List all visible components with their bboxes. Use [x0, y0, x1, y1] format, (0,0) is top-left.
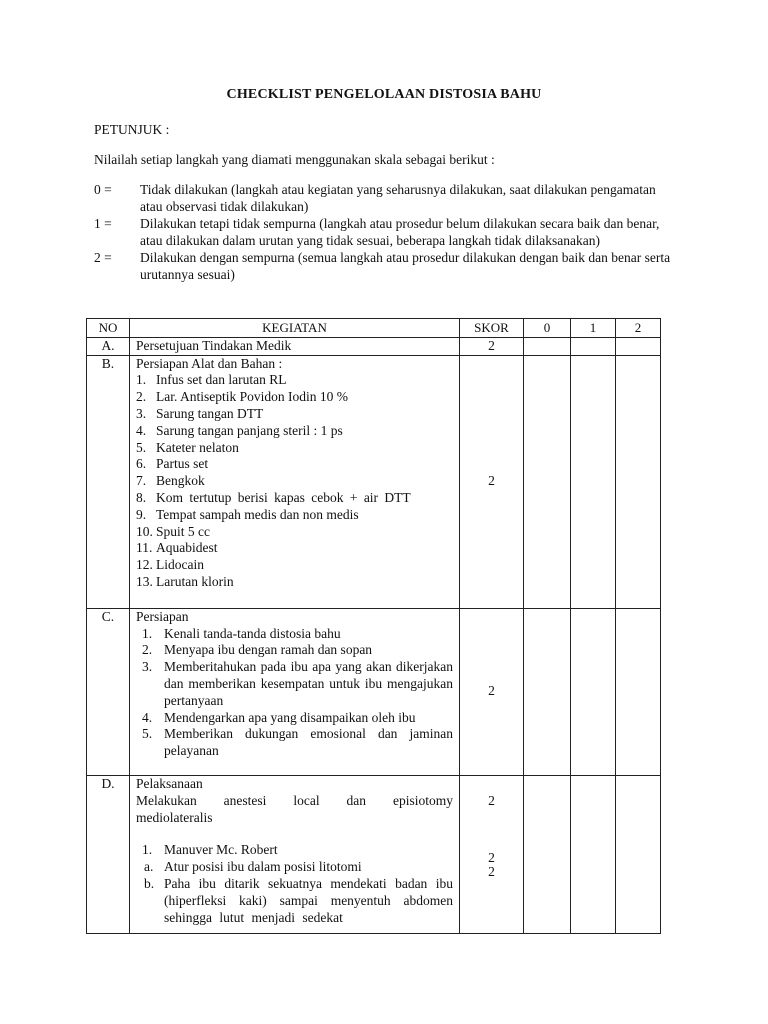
- scale-legend: [94, 182, 674, 284]
- item-number: 5.: [142, 726, 153, 742]
- item-number: 1.: [142, 625, 153, 641]
- table-row: [87, 608, 661, 775]
- scale-key: 2 =: [94, 250, 112, 265]
- item-number: 9.: [136, 506, 147, 522]
- score-cell-1[interactable]: [571, 337, 616, 355]
- list-item: [136, 524, 453, 541]
- item-number: 11.: [136, 540, 153, 556]
- list-item: [136, 659, 453, 709]
- list-item: [136, 456, 453, 473]
- list-item: [136, 540, 453, 557]
- scale-row: [94, 216, 674, 249]
- manuver-text: Manuver Mc. Robert: [164, 842, 278, 858]
- score-cell-0[interactable]: [524, 355, 571, 608]
- row-number: C.: [87, 608, 130, 775]
- item-number: 7.: [136, 473, 147, 489]
- item-number: 4.: [136, 422, 147, 438]
- row-kegiatan: [130, 775, 460, 933]
- score-cell-0[interactable]: [524, 608, 571, 775]
- list-item: [136, 710, 453, 727]
- item-text: Partus set: [156, 456, 209, 472]
- item-text: Memberitahukan pada ibu apa yang akan dikerjakan dan memberikan kesempatan untuk ibu mengajukan pertanyaan: [164, 659, 453, 708]
- row-number: D.: [87, 775, 130, 933]
- manuver-item: [136, 842, 453, 859]
- table-header-row: [87, 319, 661, 338]
- list-item: [136, 372, 453, 389]
- row-title: Persiapan: [136, 608, 189, 624]
- score-cell-0[interactable]: [524, 337, 571, 355]
- item-text: Kateter nelaton: [156, 439, 239, 455]
- skor-anestesi: 2: [488, 792, 495, 808]
- item-text: Kenali tanda-tanda distosia bahu: [164, 625, 341, 641]
- row-title: Persiapan Alat dan Bahan :: [136, 355, 283, 371]
- score-cell-2[interactable]: [616, 775, 661, 933]
- item-number: 2.: [142, 642, 153, 658]
- item-number: 6.: [136, 456, 147, 472]
- item-number: 10.: [136, 523, 153, 539]
- row-kegiatan: [130, 608, 460, 775]
- header-score-0: 0: [524, 319, 571, 338]
- header-no: NO: [87, 319, 130, 338]
- score-cell-2[interactable]: [616, 337, 661, 355]
- item-number: 5.: [136, 439, 147, 455]
- table-row: [87, 337, 661, 355]
- scale-row: [94, 182, 674, 215]
- list-item: [136, 389, 453, 406]
- item-number: 2.: [136, 389, 147, 405]
- item-text: Sarung tangan panjang steril : 1 ps: [156, 422, 343, 438]
- sub-text: Paha ibu ditarik sekuatnya mendekati badan ibu (hiperfleksi kaki) sampai menyentuh abdomen sehingga lutut menjadi sedekat: [164, 875, 453, 925]
- scale-description: Dilakukan dengan sempurna (semua langkah atau prosedur dilakukan dengan baik dan benar serta urutannya sesuai): [140, 250, 671, 282]
- sub-letter: a.: [144, 859, 154, 875]
- row-number: B.: [87, 355, 130, 608]
- scale-key: 0 =: [94, 182, 112, 197]
- list-item: [136, 440, 453, 457]
- skor-sub-a: 2: [488, 849, 495, 865]
- list-item: [136, 507, 453, 524]
- item-number: 12.: [136, 557, 153, 573]
- item-list: [136, 626, 453, 760]
- item-number: 13.: [136, 573, 153, 589]
- row-skor: 2: [460, 355, 524, 608]
- checklist-table: [86, 318, 661, 934]
- list-item: [136, 406, 453, 423]
- item-text: Tempat sampah medis dan non medis: [156, 506, 359, 522]
- anestesi-text: Melakukan anestesi local dan episiotomy mediolateralis: [136, 792, 453, 825]
- intro-text: Nilailah setiap langkah yang diamati menggunakan skala sebagai berikut :: [94, 152, 495, 167]
- score-cell-1[interactable]: [571, 775, 616, 933]
- item-text: Kom tertutup berisi kapas cebok + air DTT: [156, 489, 411, 505]
- item-text: Bengkok: [156, 473, 205, 489]
- item-text: Lar. Antiseptik Povidon Iodin 10 %: [156, 389, 348, 405]
- row-skor: [460, 775, 524, 933]
- score-cell-0[interactable]: [524, 775, 571, 933]
- item-text: Menyapa ibu dengan ramah dan sopan: [164, 642, 373, 658]
- list-item: [136, 490, 453, 507]
- header-score-1: 1: [571, 319, 616, 338]
- item-number: 1.: [142, 842, 153, 858]
- item-number: 3.: [142, 659, 153, 675]
- table-row: [87, 775, 661, 933]
- scale-key: 1 =: [94, 216, 112, 231]
- score-cell-2[interactable]: [616, 608, 661, 775]
- score-cell-1[interactable]: [571, 608, 616, 775]
- item-text: Sarung tangan DTT: [156, 405, 264, 421]
- score-cell-2[interactable]: [616, 355, 661, 608]
- item-number: 1.: [136, 372, 147, 388]
- row-skor: 2: [460, 337, 524, 355]
- scale-description: Dilakukan tetapi tidak sempurna (langkah atau prosedur belum dilakukan secara baik dan benar, atau dilakukan dalam urutan yang tidak sesuai, beberapa langkah tidak dilaksanakan): [140, 216, 660, 248]
- sub-item: [136, 859, 453, 876]
- item-text: Larutan klorin: [156, 573, 234, 589]
- skor-sub-b: 2: [488, 863, 495, 879]
- scale-description: Tidak dilakukan (langkah atau kegiatan yang seharusnya dilakukan, saat dilakukan pengamatan atau observasi tidak dilakukan): [140, 182, 656, 214]
- list-item: [136, 473, 453, 490]
- item-text: Lidocain: [156, 557, 204, 573]
- row-number: A.: [87, 337, 130, 355]
- header-score-2: 2: [616, 319, 661, 338]
- item-list: [136, 372, 453, 590]
- item-text: Infus set dan larutan RL: [156, 372, 287, 388]
- item-text: Spuit 5 cc: [156, 523, 210, 539]
- row-skor: 2: [460, 608, 524, 775]
- list-item: [136, 423, 453, 440]
- score-cell-1[interactable]: [571, 355, 616, 608]
- list-item: [136, 574, 453, 591]
- petunjuk-heading: PETUNJUK :: [94, 122, 170, 137]
- list-item: [136, 557, 453, 574]
- row-kegiatan: Persetujuan Tindakan Medik: [130, 337, 460, 355]
- header-skor: SKOR: [460, 319, 524, 338]
- header-kegiatan: KEGIATAN: [130, 319, 460, 338]
- item-text: Memberikan dukungan emosional dan jaminan pelayanan: [164, 726, 453, 759]
- row-kegiatan: [130, 355, 460, 608]
- sub-item: [136, 876, 453, 926]
- item-text: Mendengarkan apa yang disampaikan oleh ibu: [164, 709, 416, 725]
- item-text: Aquabidest: [156, 540, 218, 556]
- item-number: 3.: [136, 405, 147, 421]
- list-item: [136, 642, 453, 659]
- list-item: [136, 726, 453, 760]
- list-item: [136, 626, 453, 643]
- sub-text: Atur posisi ibu dalam posisi litotomi: [164, 859, 362, 875]
- scale-row: [94, 250, 674, 283]
- row-title: Pelaksanaan: [136, 775, 203, 791]
- item-number: 4.: [142, 709, 153, 725]
- table-row: [87, 355, 661, 608]
- item-number: 8.: [136, 489, 147, 505]
- document-title: CHECKLIST PENGELOLAAN DISTOSIA BAHU: [226, 87, 542, 102]
- sub-letter: b.: [144, 875, 155, 891]
